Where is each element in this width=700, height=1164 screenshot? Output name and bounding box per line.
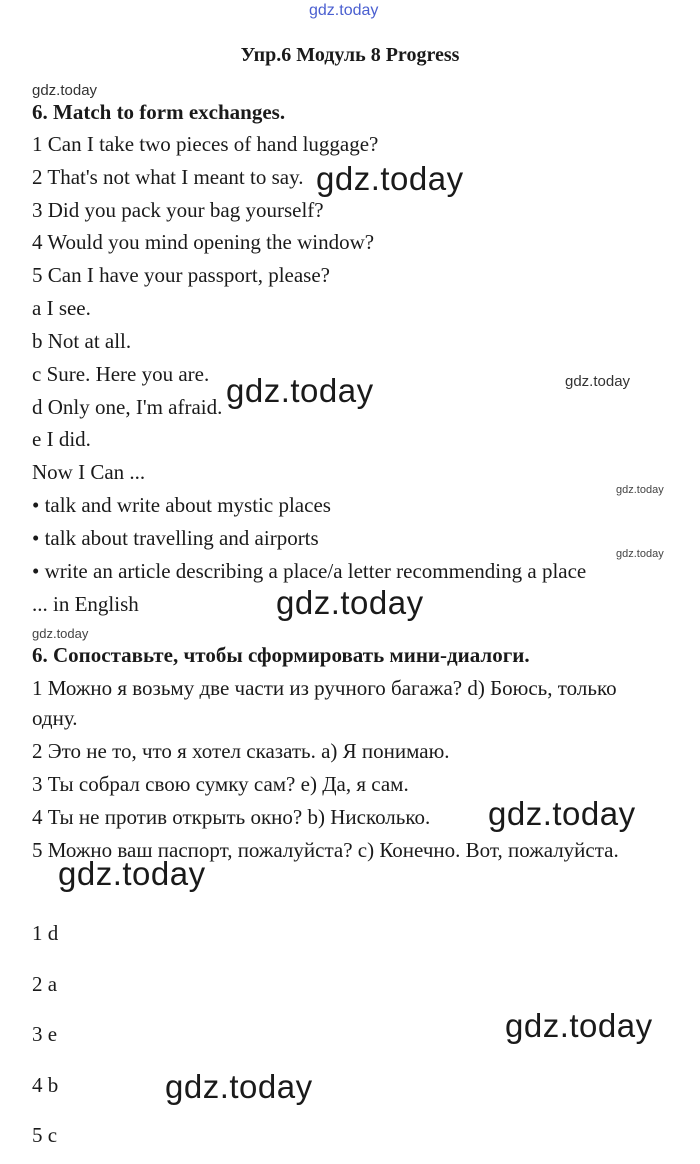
question-item: 2 That's not what I meant to say. [32,165,304,189]
watermark: gdz.today [276,584,424,621]
watermark: gdz.today [32,626,89,641]
watermark: gdz.today [488,795,636,832]
watermark: gdz.today [165,1068,313,1105]
translation-line: одну. [32,706,78,730]
answer-item: 1 d [32,921,59,945]
response-item: b Not at all. [32,329,132,353]
response-item: d Only one, I'm afraid. [32,395,223,419]
watermark: gdz.today [616,548,664,560]
watermark: gdz.today [226,372,374,409]
translation-line: 1 Можно я возьму две части из ручного багажа? d) Боюсь, только [32,676,617,700]
translation-line: 2 Это не то, что я хотел сказать. a) Я понимаю. [32,739,450,763]
translation-line: 4 Ты не против открыть окно? b) Нисколько. [32,805,431,829]
exercise-heading-ru: 6. Сопоставьте, чтобы сформировать мини-диалоги. [32,643,530,667]
response-item: a I see. [32,296,91,320]
translation-line: 3 Ты собрал свою сумку сам? e) Да, я сам. [32,772,409,796]
answer-item: 5 c [32,1123,58,1147]
bullet-item: • talk about travelling and airports [32,526,319,550]
translation-line: 5 Можно ваш паспорт, пожалуйста? c) Конечно. Вот, пожалуйста. [32,838,619,862]
answer-item: 4 b [32,1073,59,1097]
answer-item: 3 e [32,1022,58,1046]
answer-item: 2 a [32,972,58,996]
now-i-can: Now I Can ... [32,460,146,484]
response-item: e I did. [32,427,91,451]
watermark: gdz.today [616,484,664,496]
watermark: gdz.today [505,1007,653,1044]
question-item: 4 Would you mind opening the window? [32,230,375,254]
exercise-heading-en: 6. Match to form exchanges. [32,100,286,124]
watermark: gdz.today [32,82,98,99]
bullet-item: • talk and write about mystic places [32,493,331,517]
page-title: Упр.6 Модуль 8 Progress [240,44,460,66]
bullet-item: • write an article describing a place/a letter recommending a place [32,559,587,583]
in-english: ... in English [32,592,139,616]
watermark: gdz.today [58,855,206,892]
question-item: 3 Did you pack your bag yourself? [32,198,324,222]
response-item: c Sure. Here you are. [32,362,210,386]
watermark: gdz.today [316,160,464,197]
watermark-top: gdz.today [309,2,379,19]
watermark: gdz.today [565,373,631,390]
question-item: 1 Can I take two pieces of hand luggage? [32,132,379,156]
question-item: 5 Can I have your passport, please? [32,263,330,287]
